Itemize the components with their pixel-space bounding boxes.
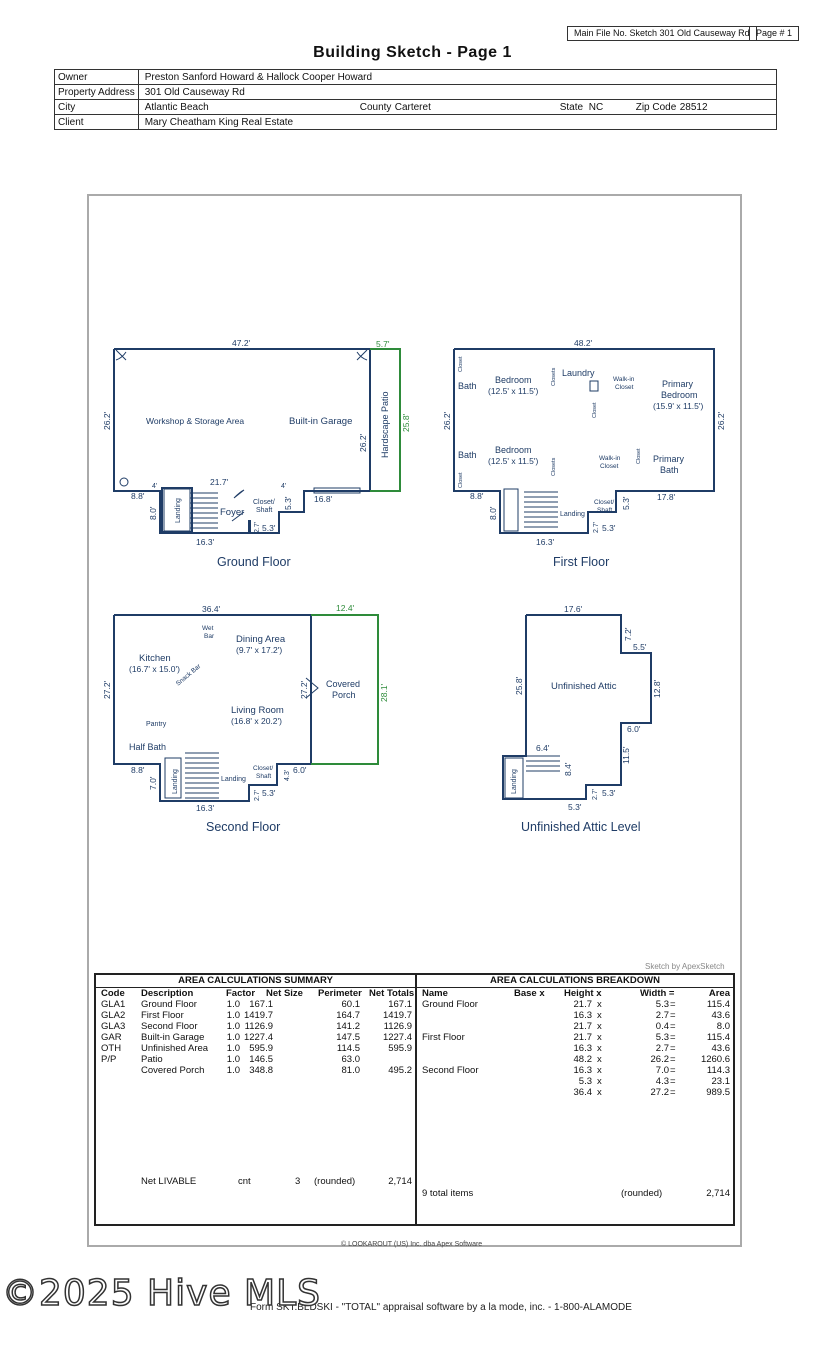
- ground-landing-label: Landing: [175, 498, 182, 523]
- foyer-label: Foyer: [220, 507, 245, 518]
- client-label: Client: [55, 115, 139, 130]
- dim-8-4: 8.4': [563, 762, 573, 776]
- operator-symbol: x: [597, 1065, 602, 1076]
- living-room-size: (16.8' x 20.2'): [231, 716, 282, 726]
- total-items: 9 total items: [422, 1188, 474, 1199]
- breakdown-section: [417, 975, 733, 1224]
- breakdown-cell: Ground Floor: [422, 999, 478, 1010]
- ground-shaft-label: Shaft: [256, 507, 273, 514]
- primary-bedroom-label: Primary: [662, 379, 693, 389]
- summary-row: [96, 1032, 415, 1043]
- col-width: Width =: [640, 988, 675, 999]
- dim-5-3-first: 5.3': [602, 523, 616, 533]
- second-shaft-label: Shaft: [256, 773, 272, 780]
- dim-8-0: 8.0': [148, 506, 158, 520]
- owner-value: Preston Sanford Howard & Hallock Cooper Howard: [138, 70, 776, 85]
- breakdown-total: 2,714: [706, 1188, 730, 1199]
- client-value: Mary Cheatham King Real Estate: [138, 115, 776, 130]
- breakdown-cell: 114.3: [706, 1065, 730, 1076]
- net-livable-row: [96, 1176, 415, 1187]
- summary-cell: 63.0: [341, 1054, 360, 1065]
- wet-bar-label-2: Bar: [204, 633, 215, 640]
- summary-cell: 1.0: [226, 1054, 240, 1065]
- closets-label-1: Closets: [551, 367, 557, 386]
- net-count: 3: [295, 1176, 301, 1187]
- breakdown-rounded: (rounded): [621, 1188, 663, 1199]
- dim-47-2: 47.2': [232, 338, 251, 348]
- breakdown-row: [417, 1054, 733, 1065]
- breakdown-cell: 27.2: [650, 1087, 669, 1098]
- closet-label-2: Closet: [592, 402, 598, 418]
- main-file-box: Main File No. Sketch 301 Old Causeway Rd: [567, 26, 757, 41]
- first-bedroom-label-2: Bedroom: [495, 445, 532, 455]
- col-name: Name: [422, 988, 448, 999]
- dim-26-2-right: 26.2': [358, 433, 368, 452]
- walkin-closet-label-3: Walk-in: [599, 455, 621, 462]
- summary-cell: 114.5: [336, 1043, 360, 1054]
- second-floor-caption: Second Floor: [206, 820, 281, 834]
- operator-symbol: =: [670, 1087, 676, 1098]
- operator-symbol: =: [670, 1054, 676, 1065]
- ground-closet-label: Closet/: [253, 499, 275, 506]
- operator-symbol: x: [597, 1010, 602, 1021]
- summary-cell: Covered Porch: [141, 1065, 205, 1076]
- second-landing-label-2: Landing: [221, 776, 246, 783]
- breakdown-cell: 16.3: [573, 1010, 592, 1021]
- dim-16-8: 16.8': [314, 494, 333, 504]
- second-closet-label: Closet/: [253, 765, 274, 772]
- summary-cell: 1.0: [226, 1021, 240, 1032]
- summary-title: AREA CALCULATIONS SUMMARY: [96, 975, 415, 988]
- breakdown-cell: 115.4: [706, 999, 730, 1010]
- first-bath-label-2: Bath: [458, 450, 477, 460]
- hive-mls-watermark: ©2025 Hive MLS: [2, 1273, 321, 1314]
- pantry-label: Pantry: [146, 721, 167, 728]
- first-bedroom-label: Bedroom: [495, 375, 532, 385]
- breakdown-cell: 5.3: [655, 1032, 669, 1043]
- breakdown-row: [417, 1087, 733, 1098]
- dim-26-2-first-right: 26.2': [716, 411, 726, 430]
- county-label: County: [359, 101, 392, 113]
- dim-5-5: 5.5': [633, 642, 647, 652]
- operator-symbol: x: [597, 1043, 602, 1054]
- operator-symbol: x: [597, 1032, 602, 1043]
- breakdown-cell: 989.5: [706, 1087, 730, 1098]
- dim-4-left: 4': [152, 483, 158, 490]
- summary-cell: 1.0: [226, 1065, 240, 1076]
- operator-symbol: x: [597, 1076, 602, 1087]
- summary-cell: OTH: [101, 1043, 122, 1054]
- dim-5-3-second: 5.3': [262, 788, 276, 798]
- breakdown-cell: 8.0: [716, 1021, 730, 1032]
- breakdown-total-row: [417, 1188, 733, 1199]
- summary-cell: GLA3: [101, 1021, 126, 1032]
- dim-12-8: 12.8': [652, 679, 662, 698]
- breakdown-row: [417, 1010, 733, 1021]
- attic-caption: Unfinished Attic Level: [521, 820, 641, 834]
- closets-label-2: Closets: [551, 457, 557, 476]
- dim-5-3-attic-bottom: 5.3': [568, 802, 582, 812]
- breakdown-cell: 4.3: [655, 1076, 669, 1087]
- attic-landing-label: Landing: [511, 769, 518, 794]
- summary-cell: GLA2: [101, 1010, 126, 1021]
- first-bedroom-size: (12.5' x 11.5'): [488, 386, 539, 396]
- breakdown-cell: 43.6: [711, 1010, 730, 1021]
- operator-symbol: =: [670, 1076, 676, 1087]
- operator-symbol: =: [670, 1010, 676, 1021]
- ground-floor-outline: [114, 349, 370, 533]
- breakdown-cell: 23.1: [711, 1076, 730, 1087]
- dim-7-2: 7.2': [623, 627, 633, 641]
- state-label: State: [559, 101, 584, 113]
- primary-bath-label: Primary: [653, 454, 684, 464]
- summary-cell: 1.0: [226, 999, 240, 1010]
- dim-8-8-first: 8.8': [470, 491, 484, 501]
- dim-2-7: 2.7': [254, 521, 261, 533]
- dim-16-3-second: 16.3': [196, 803, 215, 813]
- dim-2-7-first: 2.7': [593, 521, 600, 533]
- breakdown-row: [417, 1032, 733, 1043]
- primary-bedroom-label-2: Bedroom: [661, 390, 698, 400]
- breakdown-cell: 2.7: [655, 1043, 669, 1054]
- dim-27-2-right: 27.2': [299, 680, 309, 699]
- breakdown-cell: 5.3: [655, 999, 669, 1010]
- col-area: Area: [708, 988, 730, 999]
- col-net-size: Net Size: [266, 988, 303, 999]
- summary-cell: 1227.4: [243, 1032, 273, 1043]
- dim-4-3: 4.3': [284, 769, 291, 781]
- summary-cell: 167.1: [249, 999, 273, 1010]
- dim-25-8: 25.8': [401, 413, 411, 432]
- summary-cell: 1.0: [226, 1032, 240, 1043]
- summary-cell: 348.8: [249, 1065, 273, 1076]
- summary-cell: 164.7: [336, 1010, 360, 1021]
- owner-label: Owner: [55, 70, 139, 85]
- zip-label: Zip Code: [635, 101, 677, 113]
- walkin-closet-label-2: Closet: [615, 384, 634, 391]
- form-footer: Form SKT.BLDSKI - "TOTAL" appraisal software by a la mode, inc. - 1-800-ALAMODE: [250, 1302, 632, 1313]
- breakdown-title: AREA CALCULATIONS BREAKDOWN: [417, 975, 733, 988]
- operator-symbol: =: [670, 1032, 676, 1043]
- operator-symbol: =: [670, 1043, 676, 1054]
- dim-25-8-attic: 25.8': [514, 676, 524, 695]
- breakdown-cell: 16.3: [573, 1065, 592, 1076]
- breakdown-row: [417, 1076, 733, 1087]
- summary-cell: 1.0: [226, 1010, 240, 1021]
- operator-symbol: x: [597, 1021, 602, 1032]
- summary-cell: 495.2: [388, 1065, 412, 1076]
- summary-row: [96, 1065, 415, 1076]
- dim-16-3: 16.3': [196, 537, 215, 547]
- kitchen-size: (16.7' x 15.0'): [129, 664, 180, 674]
- wet-bar-label: Wet: [202, 625, 214, 632]
- col-factor: Factor: [226, 988, 256, 999]
- dim-6-0: 6.0': [293, 765, 307, 775]
- garage-label: Built-in Garage: [289, 416, 353, 427]
- summary-cell: 1419.7: [382, 1010, 412, 1021]
- summary-cell: First Floor: [141, 1010, 184, 1021]
- dim-26-2-left: 26.2': [102, 411, 112, 430]
- summary-header-row: [96, 988, 415, 999]
- first-bath-label: Bath: [458, 381, 477, 391]
- summary-cell: 167.1: [388, 999, 412, 1010]
- dim-4-right: 4': [281, 483, 287, 490]
- col-base: Base x: [514, 988, 545, 999]
- first-closet-shaft-label: Closet/: [594, 499, 615, 506]
- summary-cell: Ground Floor: [141, 999, 197, 1010]
- dining-area-size: (9.7' x 17.2'): [236, 645, 283, 655]
- first-shaft-label: Shaft: [597, 507, 613, 514]
- closet-label-1: Closet: [458, 356, 464, 372]
- county-value: Carteret: [394, 101, 431, 113]
- apex-copyright: © LOOKAROUT (US) Inc. dba Apex Software: [341, 1241, 483, 1248]
- operator-symbol: =: [670, 1065, 676, 1076]
- summary-row: [96, 1021, 415, 1032]
- summary-cell: Second Floor: [141, 1021, 198, 1032]
- laundry-label: Laundry: [562, 368, 595, 378]
- dim-26-2-first-left: 26.2': [442, 411, 452, 430]
- breakdown-row: [417, 1021, 733, 1032]
- breakdown-cell: 21.7: [573, 1021, 592, 1032]
- first-floor-labels: [442, 338, 726, 569]
- page-title: Building Sketch - Page 1: [313, 44, 512, 61]
- area-calculations-table: [94, 973, 735, 1226]
- living-room-label: Living Room: [231, 705, 284, 716]
- second-floor-labels: [102, 603, 389, 834]
- summary-cell: 146.5: [249, 1054, 273, 1065]
- summary-cell: 1126.9: [383, 1021, 412, 1032]
- col-height: Height x: [564, 988, 602, 999]
- dim-8-8-second: 8.8': [131, 765, 145, 775]
- summary-row: [96, 1010, 415, 1021]
- breakdown-cell: 0.4: [655, 1021, 669, 1032]
- workshop-label: Workshop & Storage Area: [146, 416, 245, 426]
- dim-36-4: 36.4': [202, 604, 221, 614]
- operator-symbol: =: [670, 1021, 676, 1032]
- breakdown-cell: 43.6: [711, 1043, 730, 1054]
- breakdown-cell: 21.7: [573, 999, 592, 1010]
- patio-label: Hardscape Patio: [380, 391, 390, 458]
- page-number-box: Page # 1: [749, 26, 799, 41]
- dim-11-5: 11.5': [621, 746, 631, 764]
- attic-outline: [503, 615, 651, 799]
- ground-floor-labels: [102, 338, 411, 569]
- breakdown-cell: 1260.6: [700, 1054, 730, 1065]
- summary-cell: 81.0: [341, 1065, 360, 1076]
- first-bedroom-size-2: (12.5' x 11.5'): [488, 456, 539, 466]
- dim-6-4: 6.4': [536, 743, 550, 753]
- operator-symbol: =: [670, 999, 676, 1010]
- net-rounded: (rounded): [314, 1176, 356, 1187]
- col-code: Code: [101, 988, 125, 999]
- summary-cell: GLA1: [101, 999, 126, 1010]
- breakdown-cell: First Floor: [422, 1032, 465, 1043]
- summary-row: [96, 1054, 415, 1065]
- dim-5-7: 5.7': [376, 339, 390, 349]
- net-total: 2,714: [388, 1176, 412, 1187]
- dim-12-4: 12.4': [336, 603, 355, 613]
- state-value: NC: [588, 101, 604, 113]
- summary-cell: 595.9: [249, 1043, 273, 1054]
- summary-cell: 1126.9: [244, 1021, 273, 1032]
- walkin-closet-label: Walk-in: [613, 376, 635, 383]
- summary-cell: 595.9: [388, 1043, 412, 1054]
- summary-cell: Unfinished Area: [141, 1043, 209, 1054]
- summary-cell: Built-in Garage: [141, 1032, 205, 1043]
- col-perimeter: Perimeter: [318, 988, 362, 999]
- summary-cell: 60.1: [341, 999, 360, 1010]
- summary-cell: 141.2: [336, 1021, 360, 1032]
- zip-value: 28512: [679, 101, 708, 113]
- summary-row: [96, 999, 415, 1010]
- covered-porch-label-2: Porch: [332, 690, 356, 700]
- summary-cell: GAR: [101, 1032, 122, 1043]
- breakdown-cell: 115.4: [706, 1032, 730, 1043]
- primary-bedroom-size: (15.9' x 11.5'): [653, 401, 704, 411]
- dim-16-3-first: 16.3': [536, 537, 555, 547]
- dim-21-7: 21.7': [210, 477, 229, 487]
- dim-48-2: 48.2': [574, 338, 593, 348]
- dim-7-0: 7.0': [148, 776, 158, 790]
- dim-8-8: 8.8': [131, 491, 145, 501]
- net-cnt: cnt: [238, 1176, 251, 1187]
- net-livable-label: Net LIVABLE: [141, 1176, 197, 1187]
- breakdown-cell: 36.4: [573, 1087, 592, 1098]
- breakdown-cell: 21.7: [573, 1032, 592, 1043]
- half-bath-label: Half Bath: [129, 742, 167, 752]
- unfinished-attic-label: Unfinished Attic: [551, 681, 617, 692]
- operator-symbol: x: [597, 1054, 602, 1065]
- covered-porch-label: Covered: [326, 679, 361, 689]
- operator-symbol: x: [597, 999, 602, 1010]
- breakdown-row: [417, 999, 733, 1010]
- first-floor-caption: First Floor: [553, 555, 610, 569]
- summary-cell: 147.5: [336, 1032, 360, 1043]
- ground-floor-caption: Ground Floor: [217, 555, 291, 569]
- address-label: Property Address: [55, 85, 139, 100]
- breakdown-cell: 26.2: [650, 1054, 669, 1065]
- dim-6-0-attic: 6.0': [627, 724, 641, 734]
- breakdown-row: [417, 1043, 733, 1054]
- summary-cell: P/P: [101, 1054, 117, 1065]
- breakdown-cell: 2.7: [655, 1010, 669, 1021]
- breakdown-cell: 5.3: [578, 1076, 592, 1087]
- dim-5-3-attic: 5.3': [602, 788, 616, 798]
- apex-sketch-credit: Sketch by ApexSketch: [645, 962, 725, 971]
- dim-17-6: 17.6': [564, 604, 583, 614]
- dim-27-2-left: 27.2': [102, 680, 112, 699]
- closet-label-4: Closet: [458, 472, 464, 488]
- breakdown-header-row: [417, 988, 733, 999]
- address-value: 301 Old Causeway Rd: [138, 85, 776, 100]
- breakdown-cell: 7.0: [655, 1065, 669, 1076]
- dim-5-3-first-vertical: 5.3': [621, 496, 631, 510]
- col-net-totals: Net Totals: [369, 988, 415, 999]
- summary-cell: 1227.4: [382, 1032, 412, 1043]
- breakdown-cell: 16.3: [573, 1043, 592, 1054]
- operator-symbol: x: [597, 1087, 602, 1098]
- dim-5-3: 5.3': [262, 523, 276, 533]
- walkin-closet-label-4: Closet: [600, 463, 619, 470]
- dim-8-0-first: 8.0': [488, 506, 498, 520]
- col-description: Description: [141, 988, 194, 999]
- breakdown-cell: Second Floor: [422, 1065, 479, 1076]
- summary-cell: 1419.7: [243, 1010, 273, 1021]
- primary-bath-label-2: Bath: [660, 465, 679, 475]
- breakdown-cell: 48.2: [573, 1054, 592, 1065]
- first-landing-label: Landing: [560, 511, 585, 518]
- dim-17-8: 17.8': [657, 492, 676, 502]
- summary-section: [96, 975, 415, 1224]
- city-label: City: [55, 100, 139, 115]
- kitchen-label: Kitchen: [139, 653, 171, 664]
- dim-2-7-attic: 2.7': [592, 788, 599, 800]
- dining-area-label: Dining Area: [236, 634, 286, 645]
- snack-bar-label: Snack Bar: [174, 662, 203, 688]
- summary-cell: 1.0: [226, 1043, 240, 1054]
- dim-2-7-second: 2.7': [254, 789, 261, 801]
- city-value: Atlantic Beach: [144, 101, 209, 113]
- breakdown-row: [417, 1065, 733, 1076]
- dim-28-1: 28.1': [379, 683, 389, 702]
- summary-row: [96, 1043, 415, 1054]
- closet-label-3: Closet: [636, 448, 642, 464]
- second-landing-label-1: Landing: [172, 769, 179, 794]
- summary-cell: Patio: [141, 1054, 163, 1065]
- dim-5-3-vertical: 5.3': [283, 496, 293, 510]
